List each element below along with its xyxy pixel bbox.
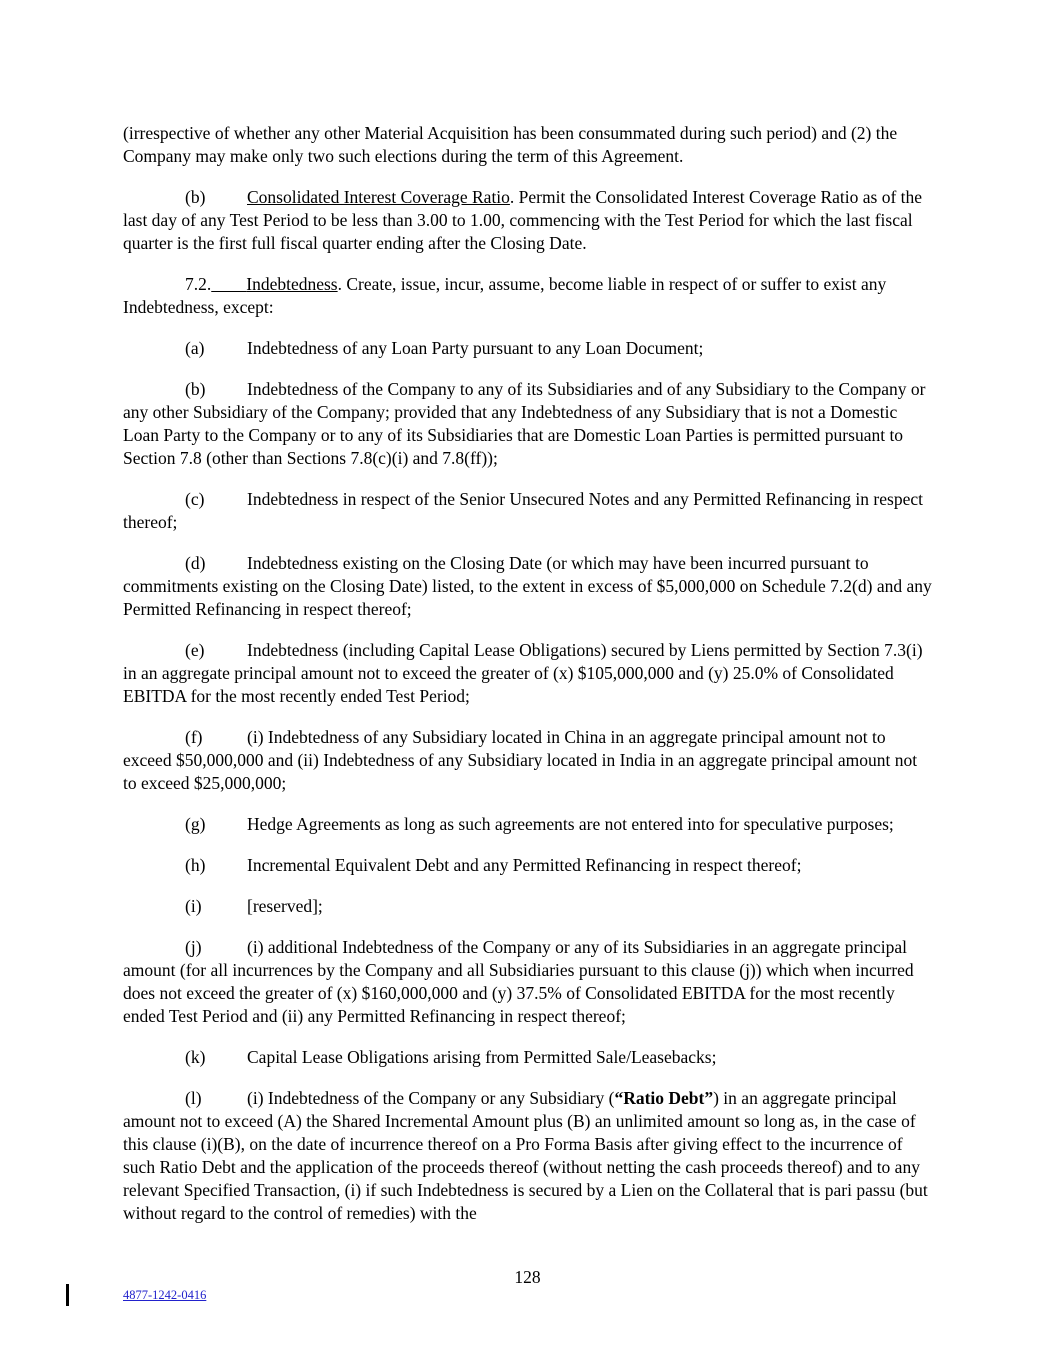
clause-j-paragraph: [123, 936, 935, 1028]
clause-i-paragraph: [123, 895, 935, 918]
clause-heading: Consolidated Interest Coverage Ratio: [247, 187, 510, 207]
clause-h-paragraph: [123, 854, 935, 877]
clause-label: (l): [185, 1088, 202, 1108]
paragraph-text: (irrespective of whether any other Material Acquisition has been consummated during such period) and (2) the Company may make only two such elections during the term of this Agreement.: [123, 123, 898, 166]
paragraph-text: (i) Indebtedness of the Company or any Subsidiary (: [247, 1088, 615, 1108]
first-line-indent: [123, 202, 185, 203]
clause-label: (a): [185, 338, 205, 358]
clause-f-paragraph: [123, 726, 935, 795]
paragraph-text: Indebtedness (including Capital Lease Obligations) secured by Liens permitted by Section 7.3(i) in an aggregate principal amount not to exceed the greater of (x) $105,000,000 and (y) 25.0% of Consolidated EBITDA for the most recently ended Test Period;: [123, 640, 923, 706]
first-line-indent: [123, 568, 185, 569]
first-line-indent: [123, 829, 185, 830]
document-control-number-link: 4877-1242-0416: [123, 1288, 207, 1302]
paragraph-text: Incremental Equivalent Debt and any Permitted Refinancing in respect thereof;: [247, 855, 802, 875]
clause-d-paragraph: [123, 552, 935, 621]
paragraph-text: [reserved];: [247, 896, 323, 916]
clause-label: (h): [185, 855, 206, 875]
paragraph-text: . Create, issue, incur, assume, become liable in respect of or suffer to exist any Indebtedness, except:: [123, 274, 887, 317]
paragraph-text: Indebtedness of the Company to any of its Subsidiaries and of any Subsidiary to the Company or any other Subsidiary of the Company; provided that any Indebtedness of any Subsidiary that is not a Domestic Loan Party to the Company or to any of its Subsidiaries that are Domestic Loan Parties is permitted pursuant to Section 7.8 (other than Sections 7.8(c)(i) and 7.8(ff));: [123, 379, 926, 468]
first-line-indent: [123, 1062, 185, 1063]
clause-label: (g): [185, 814, 206, 834]
page-number: 128: [514, 1267, 541, 1287]
paragraph-text: Indebtedness existing on the Closing Date (or which may have been incurred pursuant to commitments existing on the Closing Date) listed, to the extent in excess of $5,000,000 on Schedule 7.2(d) and any Permitted Refinancing in respect thereof;: [123, 553, 932, 619]
clause-label: (b): [185, 379, 206, 399]
first-line-indent: [123, 394, 185, 395]
document-page-body: [123, 122, 935, 1243]
first-line-indent: [123, 353, 185, 354]
clause-label: (k): [185, 1047, 206, 1067]
first-line-indent: [123, 504, 185, 505]
clause-e-paragraph: [123, 639, 935, 708]
clause-l-paragraph: [123, 1087, 935, 1225]
first-line-indent: [123, 1103, 185, 1104]
clause-a-paragraph: [123, 337, 935, 360]
clause-label: (j): [185, 937, 202, 957]
clause-label: (d): [185, 553, 206, 573]
paragraph-text: Indebtedness in respect of the Senior Unsecured Notes and any Permitted Refinancing in respect thereof;: [123, 489, 923, 532]
paragraph-text: (i) Indebtedness of any Subsidiary located in China in an aggregate principal amount not to exceed $50,000,000 and (ii) Indebtedness of any Subsidiary located in India in an aggregate principal amount not to exceed $25,000,000;: [123, 727, 918, 793]
change-bar: [66, 1284, 69, 1306]
first-line-indent: [123, 289, 185, 290]
section-heading: Indebtedness: [246, 274, 338, 294]
clause-b-paragraph: [123, 378, 935, 470]
clause-k-paragraph: [123, 1046, 935, 1069]
clause-label: (f): [185, 727, 203, 747]
first-line-indent: [123, 952, 185, 953]
section-7-2-paragraph: [123, 273, 935, 319]
clause-c-paragraph: [123, 488, 935, 534]
first-line-indent: [123, 742, 185, 743]
first-line-indent: [123, 911, 185, 912]
clause-label: (i): [185, 896, 202, 916]
defined-term-ratio-debt: “Ratio Debt”: [614, 1088, 714, 1108]
paragraph-text: ) in an aggregate principal amount not to exceed (A) the Shared Incremental Amount plus (B) an unlimited amount so long as, in the case of this clause (i)(B), on the date of incurrence thereof on a Pro Forma Basis after giving effect to the incurrence of such Ratio Debt and the application of the proceeds thereof (without netting the cash proceeds thereof) and to any relevant Specified Transaction, (i) if such Indebtedness is secured by a Lien on the Collateral that is pari passu (but without regard to the control of remedies) with the: [123, 1088, 928, 1223]
first-line-indent: [123, 870, 185, 871]
paragraph-text: (i) additional Indebtedness of the Company or any of its Subsidiaries in an aggregate principal amount (for all incurrences by the Company and all Subsidiaries pursuant to this clause (j)) which when incurred does not exceed the greater of (x) $160,000,000 and (y) 37.5% of Consolidated EBITDA for the most recently ended Test Period and (ii) any Permitted Refinancing in respect thereof;: [123, 937, 914, 1026]
paragraph-text: Hedge Agreements as long as such agreements are not entered into for speculative purposes;: [247, 814, 894, 834]
clause-label: (e): [185, 640, 205, 660]
clause-label: (c): [185, 489, 205, 509]
paragraph-text: Capital Lease Obligations arising from Permitted Sale/Leasebacks;: [247, 1047, 717, 1067]
clause-label: (b): [185, 187, 206, 207]
first-line-indent: [123, 655, 185, 656]
clause-g-paragraph: [123, 813, 935, 836]
continuation-paragraph: [123, 122, 935, 168]
paragraph-text: Indebtedness of any Loan Party pursuant to any Loan Document;: [247, 338, 704, 358]
paragraph-text: . Permit the Consolidated Interest Coverage Ratio as of the last day of any Test Period to be less than 3.00 to 1.00, commencing with the Test Period for which the last fiscal quarter is the first full fiscal quarter ending after the Closing Date.: [123, 187, 923, 253]
section-7-1-b-paragraph: [123, 186, 935, 255]
section-number: 7.2.: [185, 274, 212, 294]
tab-underline: [211, 274, 246, 294]
